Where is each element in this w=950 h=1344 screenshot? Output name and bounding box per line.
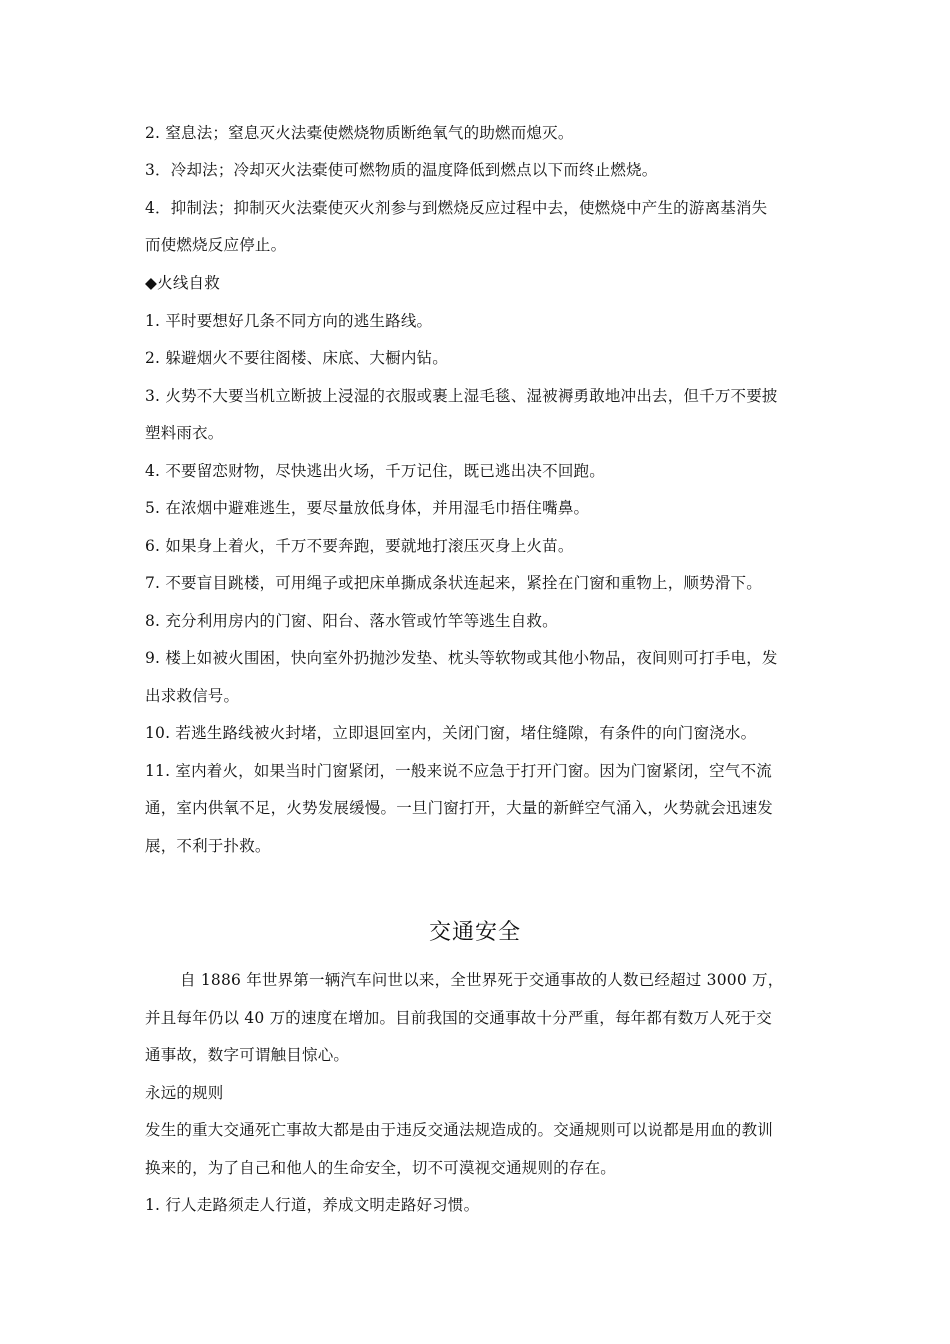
selfrescue-tip: 3. 火势不大要当机立断披上浸湿的衣服或裹上湿毛毯、湿被褥勇敢地冲出去，但千万不要披 (145, 387, 778, 405)
selfrescue-tip: 8. 充分利用房内的门窗、阳台、落水管或竹竿等逃生自救。 (145, 612, 558, 630)
selfrescue-tip: 2. 躲避烟火不要往阁楼、床底、大橱内钻。 (145, 349, 448, 367)
selfrescue-tip: 7. 不要盲目跳楼，可用绳子或把床单撕成条状连起来，紧拴在门窗和重物上，顺势滑下。 (145, 574, 762, 592)
traffic-section-title: 交通安全 (428, 920, 521, 945)
selfrescue-tip: 5. 在浓烟中避难逃生，要尽量放低身体，并用湿毛巾捂住嘴鼻。 (145, 499, 590, 517)
traffic-intro-paragraph: 自 1886 年世界第一辆汽车问世以来，全世界死于交通事故的人数已经超过 3000 万， (180, 971, 784, 989)
selfrescue-tip-cont: 出求救信号。 (145, 687, 240, 705)
traffic-intro-paragraph-cont: 通事故，数字可谓触目惊心。 (145, 1046, 350, 1064)
selfrescue-tip: 9. 楼上如被火围困，快向室外扔抛沙发垫、枕头等软物或其他小物品，夜间则可打手电，发 (145, 649, 778, 667)
selfrescue-tip: 4. 不要留恋财物，尽快逃出火场，千万记住，既已逃出决不回跑。 (145, 462, 605, 480)
fire-method-inhibition-cont: 而使燃烧反应停止。 (145, 236, 287, 254)
selfrescue-tip: 6. 如果身上着火，千万不要奔跑，要就地打滚压灭身上火苗。 (145, 537, 574, 555)
fire-method-suffocation: 2. 窒息法；窒息灭火法橐使燃烧物质断绝氧气的助燃而熄灭。 (145, 124, 574, 142)
traffic-intro-paragraph-cont: 并且每年仍以 40 万的速度在增加。目前我国的交通事故十分严重，每年都有数万人死于交 (145, 1009, 772, 1027)
selfrescue-tip-cont: 塑料雨衣。 (145, 424, 224, 442)
rules-paragraph-cont: 换来的，为了自己和他人的生命安全，切不可漠视交通规则的存在。 (145, 1159, 617, 1177)
rules-heading: 永远的规则 (145, 1084, 224, 1102)
selfrescue-tip: 11. 室内着火，如果当时门窗紧闭，一般来说不应急于打开门窗。因为门窗紧闭，空气不流 (145, 762, 772, 780)
fire-method-cooling: 3．冷却法；冷却灭火法橐使可燃物质的温度降低到燃点以下而终止燃烧。 (145, 161, 658, 179)
selfrescue-tip-cont: 通，室内供氧不足，火势发展缓慢。一旦门窗打开，大量的新鲜空气涌入，火势就会迅速发 (145, 799, 774, 817)
rules-paragraph: 发生的重大交通死亡事故大都是由于违反交通法规造成的。交通规则可以说都是用血的教训 (145, 1121, 774, 1139)
selfrescue-tip: 10. 若逃生路线被火封堵，立即退回室内，关闭门窗，堵住缝隙，有条件的向门窗浇水。 (145, 724, 757, 742)
selfrescue-tip: 1. 平时要想好几条不同方向的逃生路线。 (145, 312, 433, 330)
selfrescue-tip-cont: 展，不利于扑救。 (145, 837, 271, 855)
rule-item: 1. 行人走路须走人行道，养成文明走路好习惯。 (145, 1196, 480, 1214)
selfrescue-heading: ◆火线自救 (145, 274, 220, 292)
fire-method-inhibition: 4．抑制法；抑制灭火法橐使灭火剂参与到燃烧反应过程中去，使燃烧中产生的游离基消失 (145, 199, 768, 217)
